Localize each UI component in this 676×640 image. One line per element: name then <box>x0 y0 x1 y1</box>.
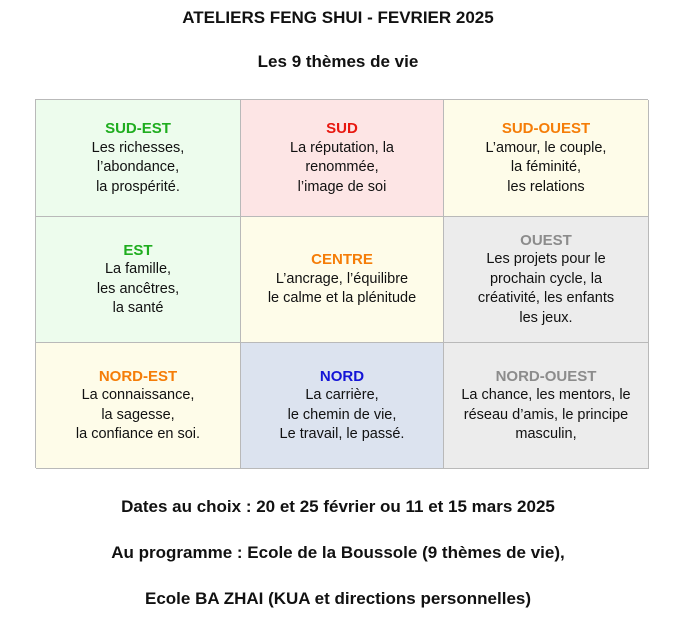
theme-direction: EST <box>123 241 153 259</box>
theme-direction: OUEST <box>520 231 572 249</box>
theme-description: Les projets pour le prochain cycle, la créativité, les enfants les jeux. <box>477 251 615 326</box>
theme-description: Les richesses, l’abondance, la prospérité. <box>91 139 185 195</box>
theme-direction: SUD <box>326 120 358 137</box>
theme-direction: NORD-EST <box>98 367 178 385</box>
theme-description: La famille, les ancêtres, la santé <box>96 261 180 316</box>
theme-direction: SUD-OUEST <box>501 120 591 137</box>
theme-cell-sud-est <box>36 100 241 217</box>
theme-description: La réputation, la renommée, l’image de soi <box>290 139 394 195</box>
theme-cell-est <box>36 217 241 343</box>
theme-cell-centre <box>241 217 444 343</box>
theme-description: La carrière, le chemin de vie, Le travail, le passé. <box>279 387 405 442</box>
theme-direction: CENTRE <box>311 251 373 269</box>
theme-description: La connaissance, la sagesse, la confiance en soi. <box>75 387 201 442</box>
themes-grid <box>35 99 648 468</box>
theme-cell-sud-ouest <box>444 100 649 217</box>
page-title: ATELIERS FENG SHUI - FEVRIER 2025 <box>182 8 494 27</box>
theme-description: L’amour, le couple, la féminité, les relations <box>485 139 607 195</box>
theme-direction: NORD-OUEST <box>495 367 597 385</box>
theme-cell-nord <box>241 343 444 469</box>
program-line-2: Ecole BA ZHAI (KUA et directions personnelles) <box>144 589 532 608</box>
theme-description: La chance, les mentors, le réseau d’amis, le principe masculin, <box>461 387 631 442</box>
theme-direction: SUD-EST <box>105 120 171 137</box>
dates-line: Dates au choix : 20 et 25 février ou 11 et 15 mars 2025 <box>121 497 555 516</box>
program-line-1: Au programme : Ecole de la Boussole (9 thèmes de vie), <box>111 543 565 562</box>
theme-cell-ouest <box>444 217 649 343</box>
page-subtitle: Les 9 thèmes de vie <box>257 52 419 71</box>
theme-direction: NORD <box>319 367 365 385</box>
theme-cell-sud <box>241 100 444 217</box>
theme-description: L’ancrage, l’équilibre le calme et la plénitude <box>267 270 417 307</box>
theme-cell-nord-ouest <box>444 343 649 469</box>
theme-cell-nord-est <box>36 343 241 469</box>
